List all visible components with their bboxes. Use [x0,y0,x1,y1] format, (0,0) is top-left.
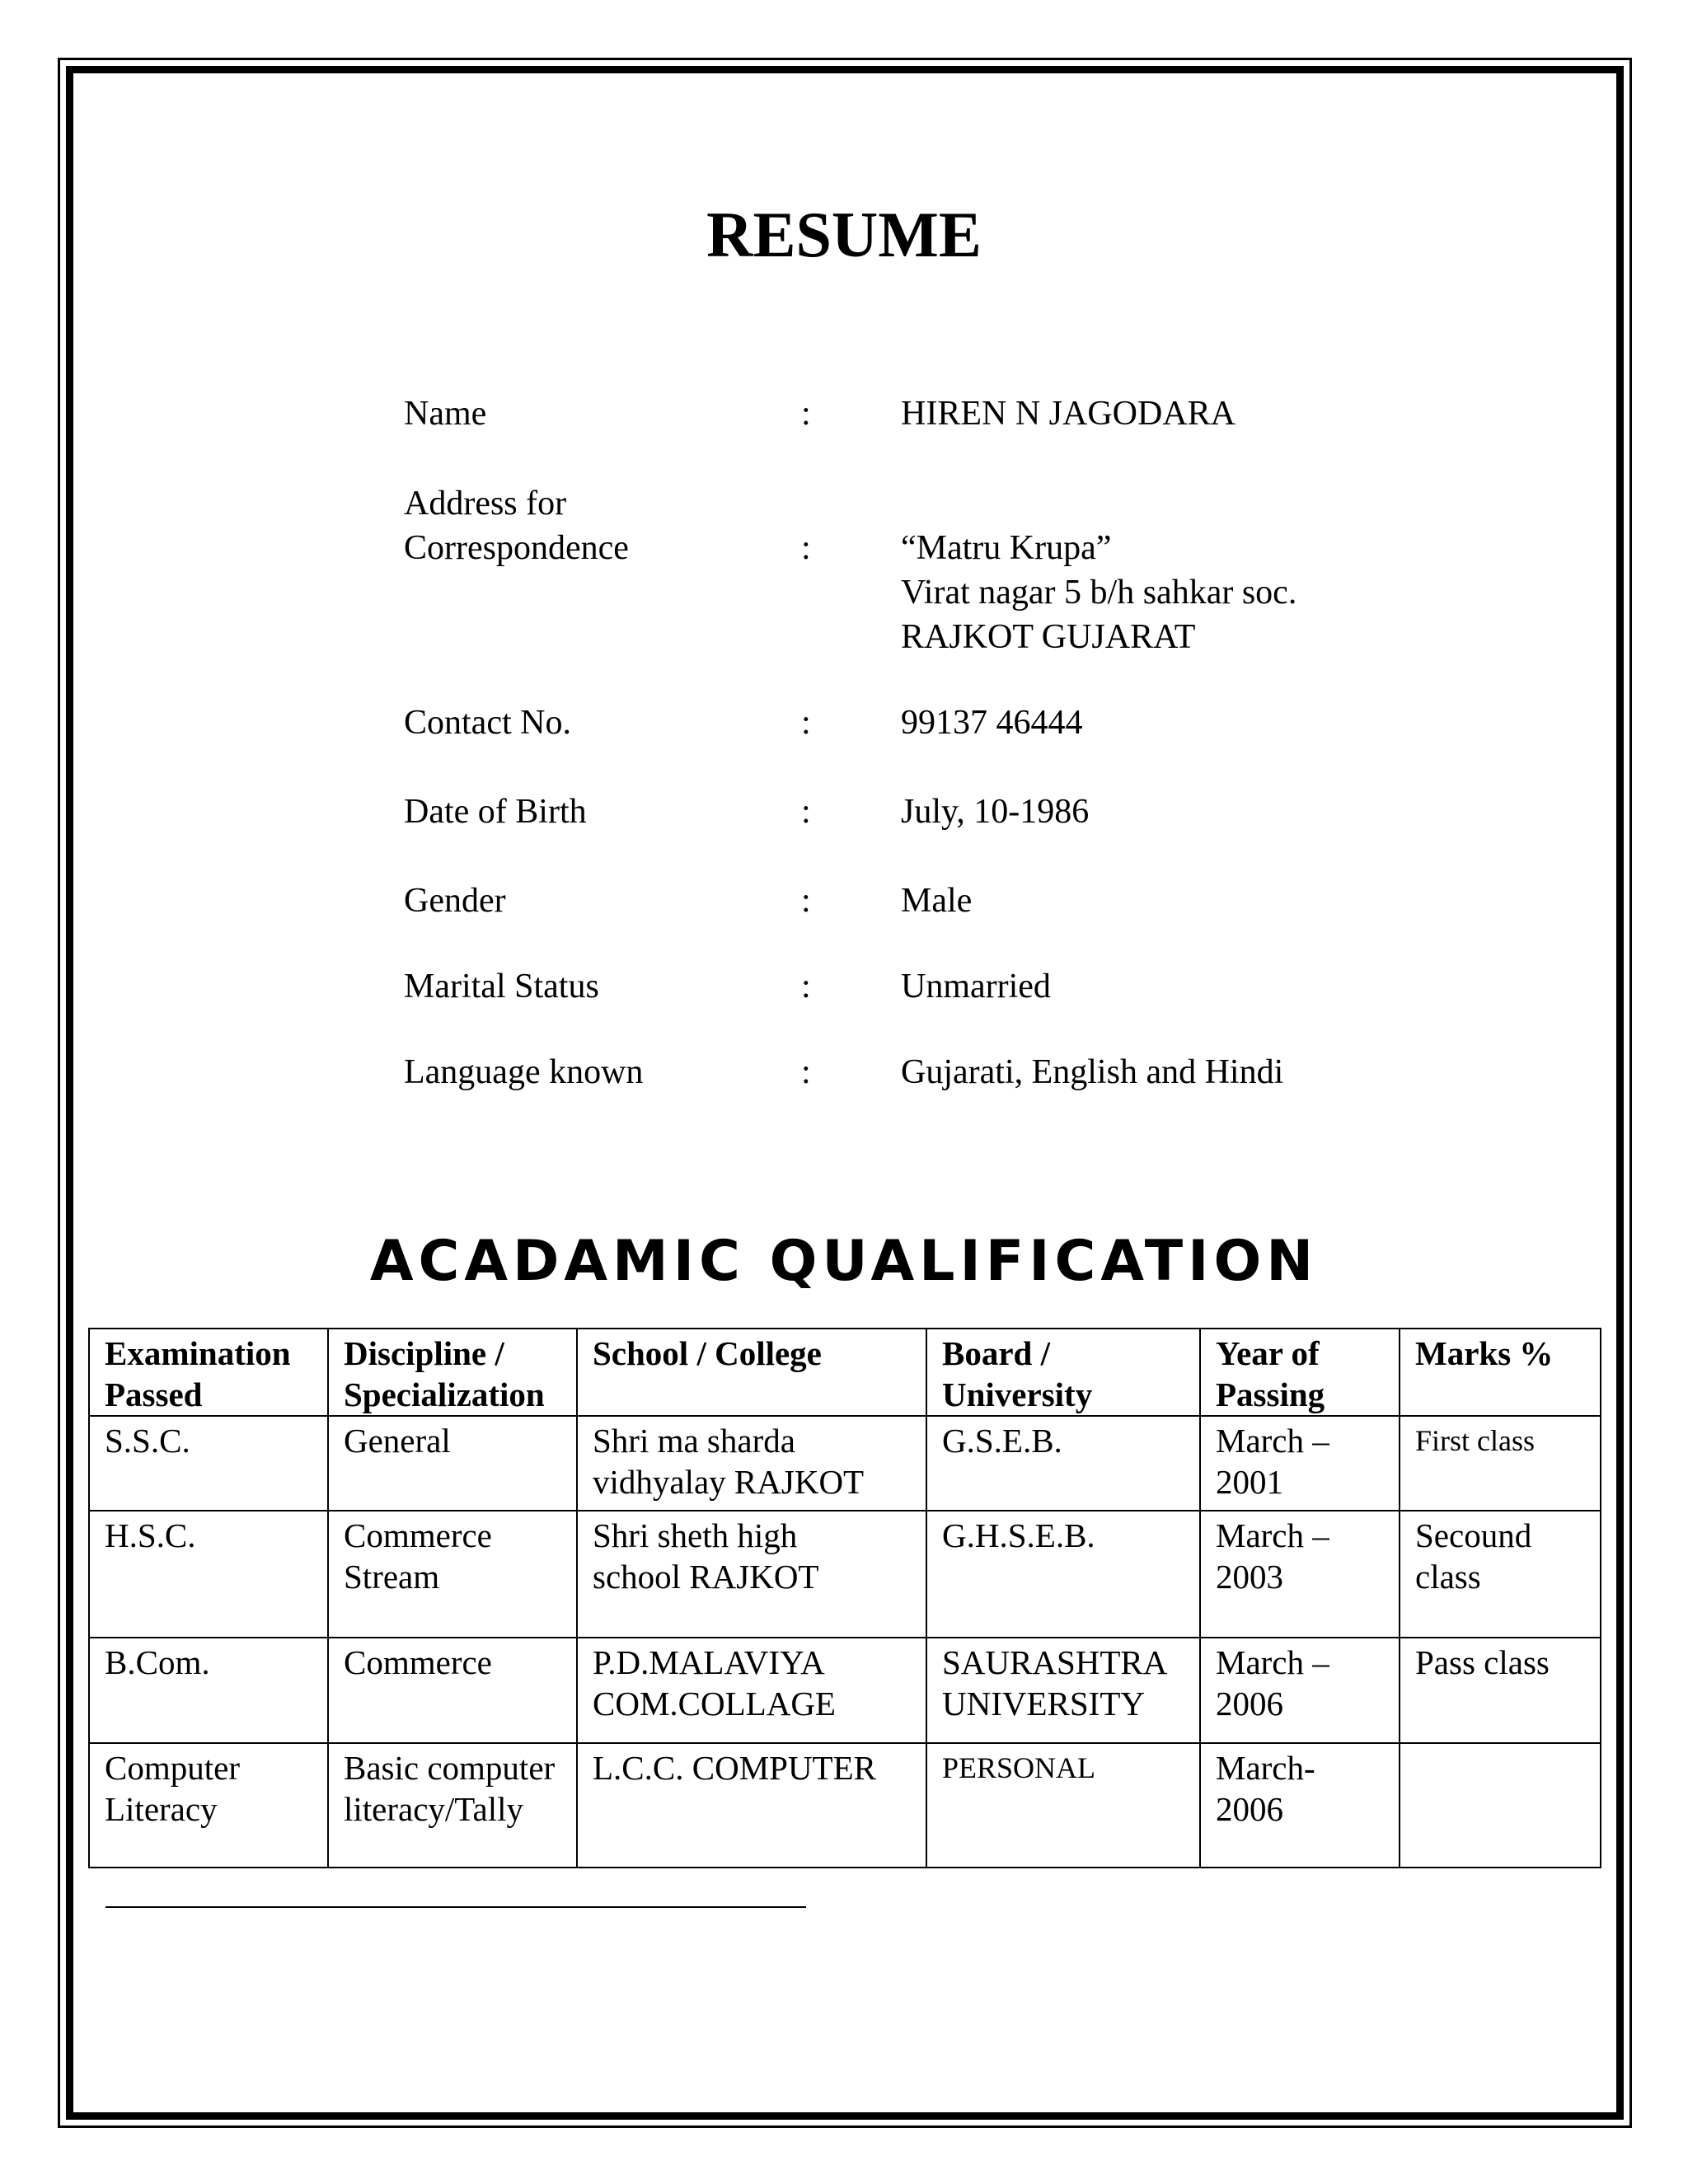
info-value: 99137 46444 [901,704,1083,742]
info-label: Name [404,395,487,433]
info-value: HIREN N JAGODARA [901,395,1236,433]
info-label: Date of Birth [404,793,587,831]
table-cell: Computer Literacy [89,1743,328,1868]
table-cell: March- 2006 [1200,1743,1400,1868]
table-row [89,1638,1601,1743]
info-colon: : [801,793,811,831]
table-cell: G.S.E.B. [926,1416,1200,1511]
info-label: Marital Status [404,968,599,1005]
table-cell: H.S.C. [89,1511,328,1638]
qualification-table [88,1328,1601,1868]
table-cell: Secound class [1400,1511,1601,1638]
info-colon: : [801,968,811,1005]
info-colon: : [801,882,811,920]
table-cell: Commerce [328,1638,577,1743]
info-label: Language known [404,1053,644,1091]
header-school: School / College [577,1329,926,1416]
horizontal-rule [106,1906,806,1908]
resume-title: RESUME [706,199,982,270]
table-cell: Shri ma sharda vidhyalay RAJKOT [577,1416,926,1511]
info-value: Gujarati, English and Hindi [901,1053,1284,1091]
table-header-row [89,1329,1601,1416]
table-cell: March – 2006 [1200,1638,1400,1743]
header-discipline: Discipline / Specialization [328,1329,577,1416]
table-cell: S.S.C. [89,1416,328,1511]
info-label: Address for Correspondence [404,485,629,567]
table-row [89,1511,1601,1638]
table-cell: Shri sheth high school RAJKOT [577,1511,926,1638]
info-value: July, 10-1986 [901,793,1090,831]
info-colon: : [801,1053,811,1091]
table-cell: General [328,1416,577,1511]
info-value: Male [901,882,973,920]
section-title: ACADAMIC QUALIFICATION [369,1229,1319,1294]
table-cell: Commerce Stream [328,1511,577,1638]
table-cell [1400,1743,1601,1868]
header-year: Year of Passing [1200,1329,1400,1416]
table-cell: SAURASHTRA UNIVERSITY [926,1638,1200,1743]
table-row [89,1743,1601,1868]
table-cell: G.H.S.E.B. [926,1511,1200,1638]
table-cell: March – 2001 [1200,1416,1400,1511]
table-cell: P.D.MALAVIYA COM.COLLAGE [577,1638,926,1743]
info-colon: : [801,395,811,433]
table-cell: PERSONAL [926,1743,1200,1868]
info-value: “Matru Krupa” Virat nagar 5 b/h sahkar soc. RAJKOT GUJARAT [901,529,1297,656]
info-colon: : [801,704,811,742]
header-marks: Marks % [1400,1329,1601,1416]
table-cell: Basic computer literacy/Tally [328,1743,577,1868]
table-cell: Pass class [1400,1638,1601,1743]
info-colon: : [801,529,811,567]
info-label: Gender [404,882,506,920]
table-cell: First class [1400,1416,1601,1511]
info-label: Contact No. [404,704,571,742]
table-cell: L.C.C. COMPUTER [577,1743,926,1868]
header-examination: Examination Passed [89,1329,328,1416]
info-value: Unmarried [901,968,1051,1005]
table-cell: B.Com. [89,1638,328,1743]
header-board: Board / University [926,1329,1200,1416]
table-cell: March – 2003 [1200,1511,1400,1638]
table-row [89,1416,1601,1511]
